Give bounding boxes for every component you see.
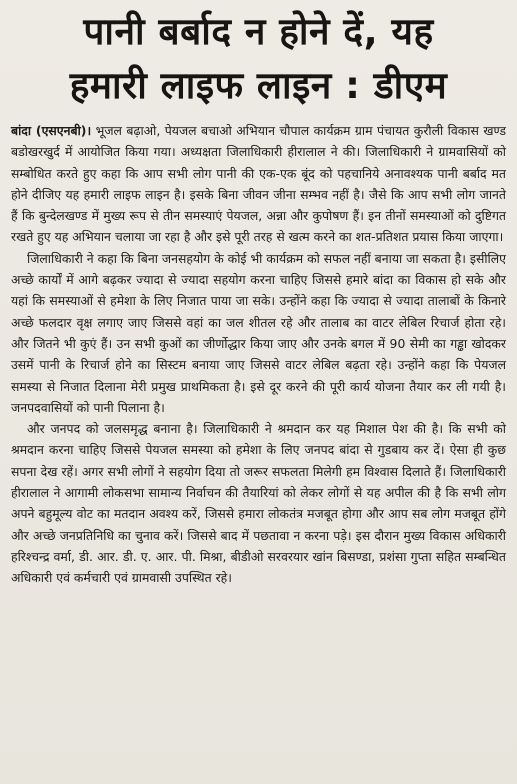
article-body [11,120,506,589]
article-paragraph-2: जिलाधिकारी ने कहा कि बिना जनसहयोग के कोई भी कार्यक्रम को सफल नहीं बनाया जा सकता है। इसीलिए अच्छे कार्यों में आगे बढ़कर ज्यादा से ज्यादा सहयोग करना चाहिए जिससे हमारे बांदा का विकास हो सके और यहां कि समस्याओं से हमेशा के लिए निजात पाया जा सके। उन्होंने कहा कि ज्यादा से ज्यादा तालाबों के किनारे अच्छे फलदार वृक्ष लगाए जाए जिससे वहां का जल शीतल रहे और तालाब का वाटर लेबिल रिचार्ज होता रहे। और जितने भी कुएं हैं। उन सभी कुओं का जीर्णोद्धार किया जाए और उनके बगल में 90 सेमी का गड्ढा खोदकर उसमें पानी के रिचार्ज होने का सिस्टम बनाया जाए जिससे वाटर लेबिल बढ़ता रहे। उन्होंने कहा कि पेयजल समस्या से निजात दिलाना मेरी प्रमुख प्राथमिकता है। इसे दूर करने की पूरी कार्य योजना तैयार कर ली गयी है। जनपदवासियों को पानी पिलाना है। [11,250,506,415]
dateline: बांदा (एसएनबी)। [11,123,92,138]
article-paragraph-3: और जनपद को जलसमृद्ध बनाना है। जिलाधिकारी ने श्रमदान कर यह मिशाल पेश की है। कि सभी को श्रमदान करना चाहिए जिससे पेयजल समस्या को हमेशा के लिए जनपद बांदा से गुडबाय कर दें। ऐसा ही कुछ सपना देख रहें। अगर सभी लोगों ने सहयोग दिया तो जरूर सफलता मिलेगी हम विश्वास दिलाते हैं। जिलाधिकारी हीरालाल ने आगामी लोकसभा सामान्य निर्वाचन की तैयारियां को लेकर लोगों से यह अपील की है कि सभी लोग अपने बहुमूल्य वोट का मतदान अवश्य करें, जिससे हमारा लोकतंत्र मजबूत होगा और आप सब लोग मजबूत होंगे और अच्छे जनप्रतिनिधि का चुनाव करें। जिससे बाद में पछतावा न करना पड़े। इस दौरान मुख्य विकास अधिकारी हरिश्चन्द्र वर्मा, डी. आर. डी. ए. आर. पी. मिश्रा, बीडीओ सरवरयार खांन बिसण्डा, प्रशंसा गुप्ता सहित सम्बन्धित अधिकारी एवं कर्मचारी एवं ग्रामवासी उपस्थित रहे। [11,421,506,586]
article-paragraph-1 [11,120,506,248]
paragraph-1-text: भूजल बढ़ाओ, पेयजल बचाओ अभियान चौपाल कार्यक्रम ग्राम पंचायत कुरौली विकास खण्ड बडोखरखुर्द में आयोजित किया गया। अध्यक्षता जिलाधिकारी हीरालाल ने की। जिलाधिकारी ने ग्रामवासियों को सम्बोधित करते हुए कहा कि आप सभी लोग पानी की एक-एक बूंद को पहचानिये अनावश्यक पानी बर्बाद मत होने दीजिए यह हमारी लाइफ लाइन है। इसके बिना जीवन जीना सम्भव नहीं है। जैसे कि आप सभी लोग जानते हैं कि बुन्देलखण्ड में मुख्य रूप से तीन समस्याएं पेयजल, अन्ना और कुपोषण हैं। इन तीनों समस्याओं को दुष्टिगत रखते हुए यह अभियान चलाया जा रहा है और इसे पूरी तरह से खत्म करने का शत-प्रतिशत प्रयास किया जाएगा। [11,123,506,245]
headline-line-2: हमारी लाइफ लाइन : डीएम [69,64,448,107]
headline-line-1: पानी बर्बाद न होने दें, यह [83,10,434,53]
